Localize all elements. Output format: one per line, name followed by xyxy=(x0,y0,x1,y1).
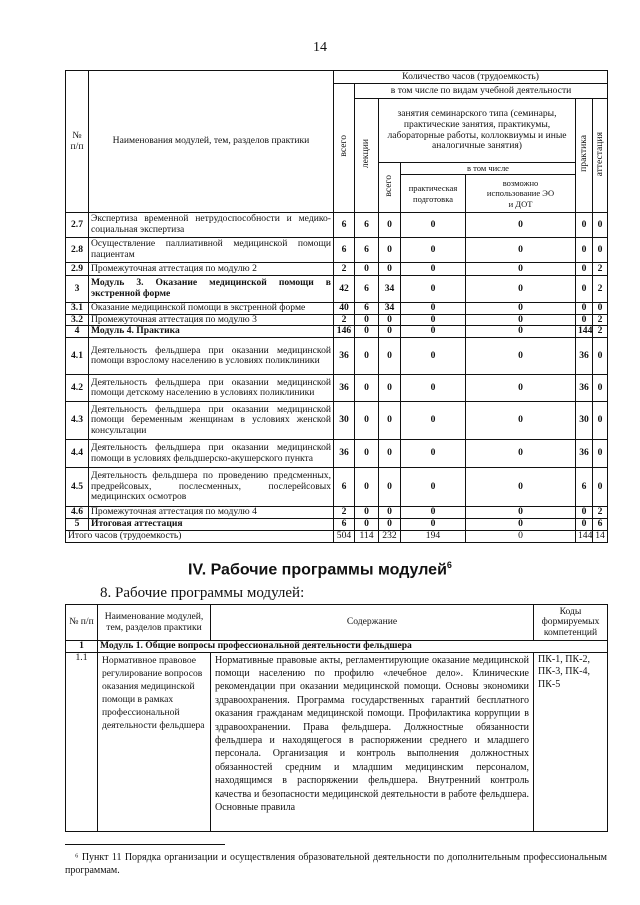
row-value: 30 xyxy=(334,402,355,440)
row-name: Деятельность фельдшера по проведению предсменных, предрейсовых, послесменных, послерейсовых медицинских осмотров xyxy=(89,468,334,507)
row-num: 1.1 xyxy=(66,652,98,831)
row-name: Экспертиза временной нетрудоспособности и медико-социальная экспертиза xyxy=(89,213,334,238)
row-value: 0 xyxy=(355,507,379,519)
total-value: 232 xyxy=(379,530,401,542)
row-value: 36 xyxy=(334,440,355,468)
row-value: 0 xyxy=(576,276,593,303)
row-value: 0 xyxy=(379,338,401,375)
row-value: 0 xyxy=(466,238,576,263)
row-value: 6 xyxy=(334,238,355,263)
row-value: 0 xyxy=(355,440,379,468)
row-num: 2.9 xyxy=(66,263,89,276)
row-value: 0 xyxy=(379,326,401,338)
page-number: 14 xyxy=(313,40,327,55)
row-value: 0 xyxy=(379,468,401,507)
row-value: 0 xyxy=(593,402,608,440)
table-row xyxy=(66,518,608,530)
row-name: Осуществление паллиативной медицинской помощи пациентам xyxy=(89,238,334,263)
row-value: 0 xyxy=(401,326,466,338)
row-value: 6 xyxy=(593,518,608,530)
row-value: 2 xyxy=(593,276,608,303)
row-value: 6 xyxy=(334,468,355,507)
row-name: Промежуточная аттестация по модулю 2 xyxy=(89,263,334,276)
row-value: 0 xyxy=(379,507,401,519)
row-value: 6 xyxy=(355,276,379,303)
row-value: 0 xyxy=(355,518,379,530)
row-value: 0 xyxy=(401,518,466,530)
row-num: 2.8 xyxy=(66,238,89,263)
row-num: 3 xyxy=(66,276,89,303)
row-value: 0 xyxy=(466,263,576,276)
row-num: 4 xyxy=(66,326,89,338)
module-programs-table xyxy=(65,604,608,832)
row-value: 36 xyxy=(334,375,355,402)
row-value: 0 xyxy=(593,440,608,468)
row-value: 6 xyxy=(355,213,379,238)
row-value: 6 xyxy=(355,303,379,315)
row-num: 3.2 xyxy=(66,314,89,326)
row-num: 4.5 xyxy=(66,468,89,507)
row-value: 36 xyxy=(576,440,593,468)
row-value: 0 xyxy=(466,303,576,315)
header-content: Содержание xyxy=(211,605,534,641)
row-value: 40 xyxy=(334,303,355,315)
row-value: 0 xyxy=(401,507,466,519)
row-value: 0 xyxy=(576,263,593,276)
row-value: 2 xyxy=(593,263,608,276)
header-name: Наименования модулей, тем, разделов практики xyxy=(89,71,334,213)
table-row xyxy=(66,338,608,375)
row-value: 0 xyxy=(379,314,401,326)
header-practice: практика xyxy=(576,99,593,213)
row-value: 0 xyxy=(401,263,466,276)
header-prac-prep: практическая подготовка xyxy=(401,175,466,213)
row-value: 0 xyxy=(576,303,593,315)
row-value: 0 xyxy=(401,314,466,326)
table-row xyxy=(66,440,608,468)
row-value: 0 xyxy=(355,314,379,326)
row-name: Промежуточная аттестация по модулю 3 xyxy=(89,314,334,326)
row-value: 0 xyxy=(466,338,576,375)
header-total: всего xyxy=(334,84,355,213)
table-row xyxy=(66,507,608,519)
total-value: 194 xyxy=(401,530,466,542)
row-num: 4.2 xyxy=(66,375,89,402)
row-value: 6 xyxy=(334,213,355,238)
row-num: 4.4 xyxy=(66,440,89,468)
header-codes: Коды формируемых компетенций xyxy=(534,605,608,641)
row-value: 0 xyxy=(401,303,466,315)
row-value: 0 xyxy=(355,402,379,440)
row-value: 0 xyxy=(576,238,593,263)
module-title: Модуль 1. Общие вопросы профессиональной деятельности фельдшера xyxy=(98,641,608,653)
total-value: 14 xyxy=(593,530,608,542)
row-num: 4.3 xyxy=(66,402,89,440)
header-sem-total: всего xyxy=(379,163,401,213)
row-value: 2 xyxy=(593,326,608,338)
row-value: 0 xyxy=(593,238,608,263)
row-value: 0 xyxy=(379,213,401,238)
table-row xyxy=(66,402,608,440)
table-row xyxy=(66,326,608,338)
row-value: 0 xyxy=(401,375,466,402)
row-content: Нормативные правовые акты, регламентирующие оказание медицинской помощи населению по профилю «лечебное дело». Клинические рекомендации при оказании медицинской помощи. Основы экономики здравоохранения. Программа государственных гарантий бесплатного оказания гражданам медицинской помощи. Профилактика коррупции в здравоохранении. Права фельдшера. Должностные обязанности фельдшера и находящегося в распоряжении среднего и младшего персонала. Организация и контроль выполнения должностных обязанностей средним и младшим медицинским персоналом, находящимся в распоряжении фельдшера. Внутренний контроль качества и безопасности медицинской деятельности в работе фельдшера. Основные правила xyxy=(211,652,534,831)
row-value: 144 xyxy=(576,326,593,338)
row-value: 0 xyxy=(576,518,593,530)
row-name: Деятельность фельдшера при оказании медицинской помощи взрослому населению в условиях поликлиники xyxy=(89,338,334,375)
footnote-mark: 6 xyxy=(446,560,452,570)
row-value: 0 xyxy=(466,518,576,530)
row-value: 6 xyxy=(334,518,355,530)
row-value: 0 xyxy=(466,326,576,338)
header-num: № п/п xyxy=(66,605,98,641)
row-value: 0 xyxy=(466,507,576,519)
row-name: Модуль 4. Практика xyxy=(89,326,334,338)
hours-table xyxy=(65,70,608,543)
footnote: ⁶ Пункт 11 Порядка организации и осуществления образовательной деятельности по дополнительным профессиональным программам. xyxy=(65,852,607,876)
row-value: 0 xyxy=(355,326,379,338)
row-value: 0 xyxy=(593,303,608,315)
row-name: Промежуточная аттестация по модулю 4 xyxy=(89,507,334,519)
row-value: 0 xyxy=(466,276,576,303)
row-num: 3.1 xyxy=(66,303,89,315)
table-row xyxy=(66,303,608,315)
subsection-title: 8. Рабочие программы модулей: xyxy=(100,585,305,601)
row-value: 2 xyxy=(334,263,355,276)
row-value: 36 xyxy=(576,338,593,375)
table-row xyxy=(66,375,608,402)
header-num: № п/п xyxy=(66,71,89,213)
header-attestation: аттестация xyxy=(593,99,608,213)
header-name: Наименование модулей, тем, разделов практики xyxy=(98,605,211,641)
total-value: 144 xyxy=(576,530,593,542)
row-value: 0 xyxy=(401,276,466,303)
row-value: 0 xyxy=(379,440,401,468)
row-value: 0 xyxy=(593,213,608,238)
table-row xyxy=(66,238,608,263)
row-value: 0 xyxy=(379,375,401,402)
row-value: 2 xyxy=(334,314,355,326)
row-value: 0 xyxy=(401,402,466,440)
row-name: Деятельность фельдшера при оказании медицинской помощи в условиях фельдшерско-акушерского пункта xyxy=(89,440,334,468)
row-value: 146 xyxy=(334,326,355,338)
row-value: 0 xyxy=(576,314,593,326)
row-name: Оказание медицинской помощи в экстренной форме xyxy=(89,303,334,315)
row-value: 0 xyxy=(379,238,401,263)
row-value: 36 xyxy=(576,375,593,402)
row-value: 0 xyxy=(593,468,608,507)
header-lectures: лекции xyxy=(355,99,379,213)
row-value: 0 xyxy=(466,375,576,402)
table-row xyxy=(66,276,608,303)
module-num: 1 xyxy=(66,641,98,653)
row-value: 0 xyxy=(401,213,466,238)
total-label: Итого часов (трудоемкость) xyxy=(66,530,334,542)
row-value: 0 xyxy=(466,440,576,468)
row-name: Модуль 3. Оказание медицинской помощи в экстренной форме xyxy=(89,276,334,303)
row-name: Нормативное правовое регулирование вопросов оказания медицинской помощи в рамках профессиональной деятельности фельдшера xyxy=(98,652,211,831)
row-num: 4.1 xyxy=(66,338,89,375)
row-value: 2 xyxy=(593,507,608,519)
total-value: 114 xyxy=(355,530,379,542)
footnote-divider xyxy=(65,844,225,845)
row-value: 34 xyxy=(379,276,401,303)
row-value: 0 xyxy=(466,213,576,238)
row-value: 34 xyxy=(379,303,401,315)
row-value: 0 xyxy=(576,507,593,519)
row-name: Деятельность фельдшера при оказании медицинской помощи беременным женщинам в условиях женской консультации xyxy=(89,402,334,440)
total-value: 504 xyxy=(334,530,355,542)
row-value: 0 xyxy=(466,468,576,507)
row-value: 0 xyxy=(355,338,379,375)
row-num: 5 xyxy=(66,518,89,530)
row-value: 0 xyxy=(355,263,379,276)
row-value: 0 xyxy=(576,213,593,238)
total-value: 0 xyxy=(466,530,576,542)
row-value: 0 xyxy=(355,375,379,402)
row-value: 6 xyxy=(355,238,379,263)
row-value: 36 xyxy=(334,338,355,375)
row-value: 6 xyxy=(576,468,593,507)
header-hours: Количество часов (трудоемкость) xyxy=(334,71,608,84)
header-by-type: в том числе по видам учебной деятельности xyxy=(355,84,608,99)
section-title: IV. Рабочие программы модулей$^6$ xyxy=(188,560,452,579)
row-value: 0 xyxy=(355,468,379,507)
total-row xyxy=(66,530,608,542)
row-value: 0 xyxy=(401,238,466,263)
table-row xyxy=(66,263,608,276)
table-row xyxy=(66,468,608,507)
row-value: 2 xyxy=(334,507,355,519)
header-incl: в том числе xyxy=(401,163,576,175)
row-num: 2.7 xyxy=(66,213,89,238)
table-row xyxy=(66,213,608,238)
row-value: 0 xyxy=(401,440,466,468)
row-value: 30 xyxy=(576,402,593,440)
row-value: 0 xyxy=(379,402,401,440)
header-eo: возможно использование ЭО и ДОТ xyxy=(466,175,576,213)
row-name: Деятельность фельдшера при оказании медицинской помощи детскому населению в условиях поликлиники xyxy=(89,375,334,402)
row-value: 2 xyxy=(593,314,608,326)
row-value: 0 xyxy=(466,402,576,440)
row-value: 0 xyxy=(379,518,401,530)
row-codes: ПК-1, ПК-2, ПК-3, ПК-4, ПК-5 xyxy=(534,652,608,831)
header-seminar: занятия семинарского типа (семинары, практические занятия, практикумы, лабораторные работы, коллоквиумы и иные аналогичные занятия) xyxy=(379,99,576,163)
table-row xyxy=(66,314,608,326)
row-value: 0 xyxy=(593,375,608,402)
row-value: 0 xyxy=(466,314,576,326)
row-value: 42 xyxy=(334,276,355,303)
row-num: 4.6 xyxy=(66,507,89,519)
row-value: 0 xyxy=(379,263,401,276)
row-value: 0 xyxy=(401,468,466,507)
row-value: 0 xyxy=(401,338,466,375)
row-value: 0 xyxy=(593,338,608,375)
row-name: Итоговая аттестация xyxy=(89,518,334,530)
